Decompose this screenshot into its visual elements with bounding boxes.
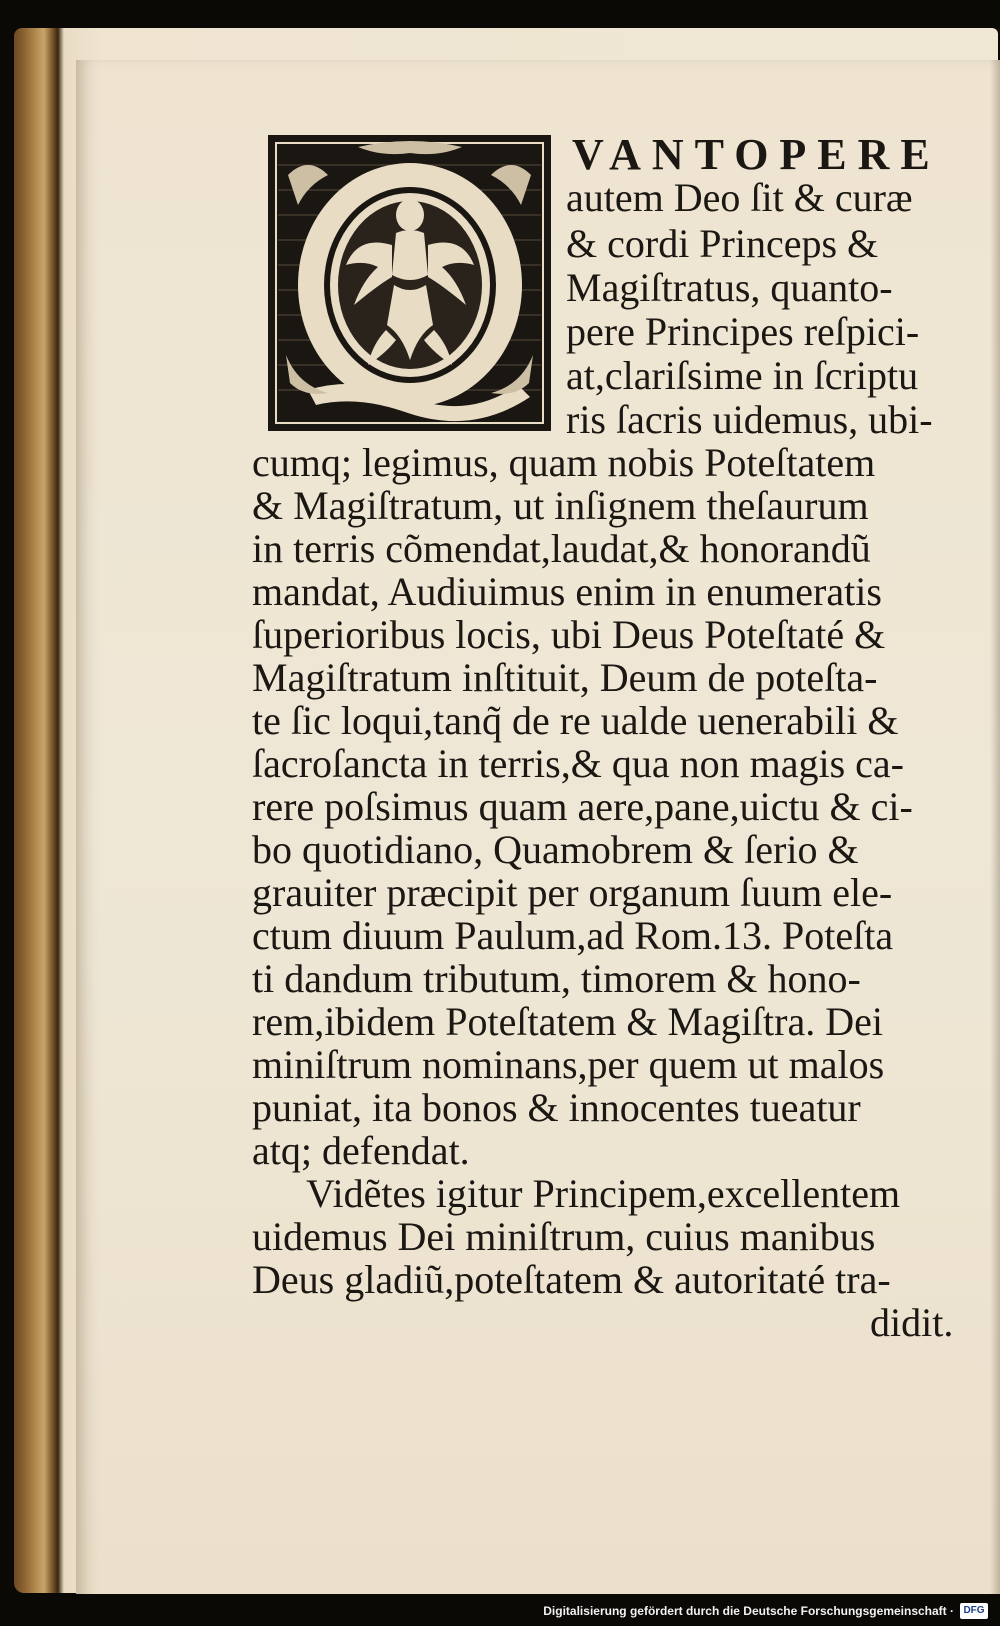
text-line: & cordi Princeps &	[566, 221, 879, 266]
text-line: te ſic loqui,tanq̃ de re ualde uenerabili &	[252, 698, 899, 743]
text-line: ris ſacris uidemus, ubi-	[566, 397, 933, 442]
text-line: didit.	[870, 1300, 954, 1345]
text-line: ſuperioribus locis, ubi Deus Poteſtaté &	[252, 612, 886, 657]
dfg-logo: DFG	[960, 1603, 988, 1619]
text-line: rere poſsimus quam aere,pane,uictu & ci-	[252, 784, 913, 829]
digitization-credit: Digitalisierung gefördert durch die Deutsche Forschungsgemeinschaft ·	[543, 1604, 954, 1618]
opening-line: VANTOPERE	[572, 130, 941, 179]
text-line: grauiter præcipit per organum ſuum ele-	[252, 870, 893, 915]
text-line: in terris cõmendat,laudat,& honorandũ	[252, 526, 871, 571]
text-line: at,clariſsime in ſcriptu	[566, 353, 919, 398]
text-line: autem Deo ſit & curæ	[566, 175, 913, 220]
text-line: cumq; legimus, quam nobis Poteſtatem	[252, 440, 876, 485]
text-line: Magiſtratum inſtituit, Deum de poteſta-	[252, 655, 878, 700]
text-line: Magiſtratus, quanto-	[566, 265, 893, 310]
text-line: atq; defendat.	[252, 1128, 470, 1173]
text-line: pere Principes reſpici-	[566, 309, 920, 354]
text-line: uidemus Dei miniſtrum, cuius manibus	[252, 1214, 876, 1259]
text-line: rem,ibidem Poteſtatem & Magiſtra. Dei	[252, 999, 883, 1044]
text-line: ſacroſancta in terris,& qua non magis ca-	[252, 741, 904, 786]
text-line: puniat, ita bonos & innocentes tueatur	[252, 1085, 861, 1130]
text-line: Vidẽtes igitur Principem,excellentem	[306, 1171, 901, 1216]
text-line: miniſtrum nominans,per quem ut malos	[252, 1042, 885, 1087]
text-line: ti dandum tributum, timorem & hono-	[252, 956, 861, 1001]
footer-bar	[0, 1594, 1000, 1626]
text-line: bo quotidiano, Quamobrem & ſerio &	[252, 827, 859, 872]
text-line: Deus gladiũ,poteſtatem & autoritaté tra-	[252, 1257, 891, 1302]
text-line: ctum diuum Paulum,ad Rom.13. Poteſta	[252, 913, 894, 958]
text-line: & Magiſtratum, ut inſignem theſaurum	[252, 483, 869, 528]
text-line: mandat, Audiuimus enim in enumeratis	[252, 569, 882, 614]
